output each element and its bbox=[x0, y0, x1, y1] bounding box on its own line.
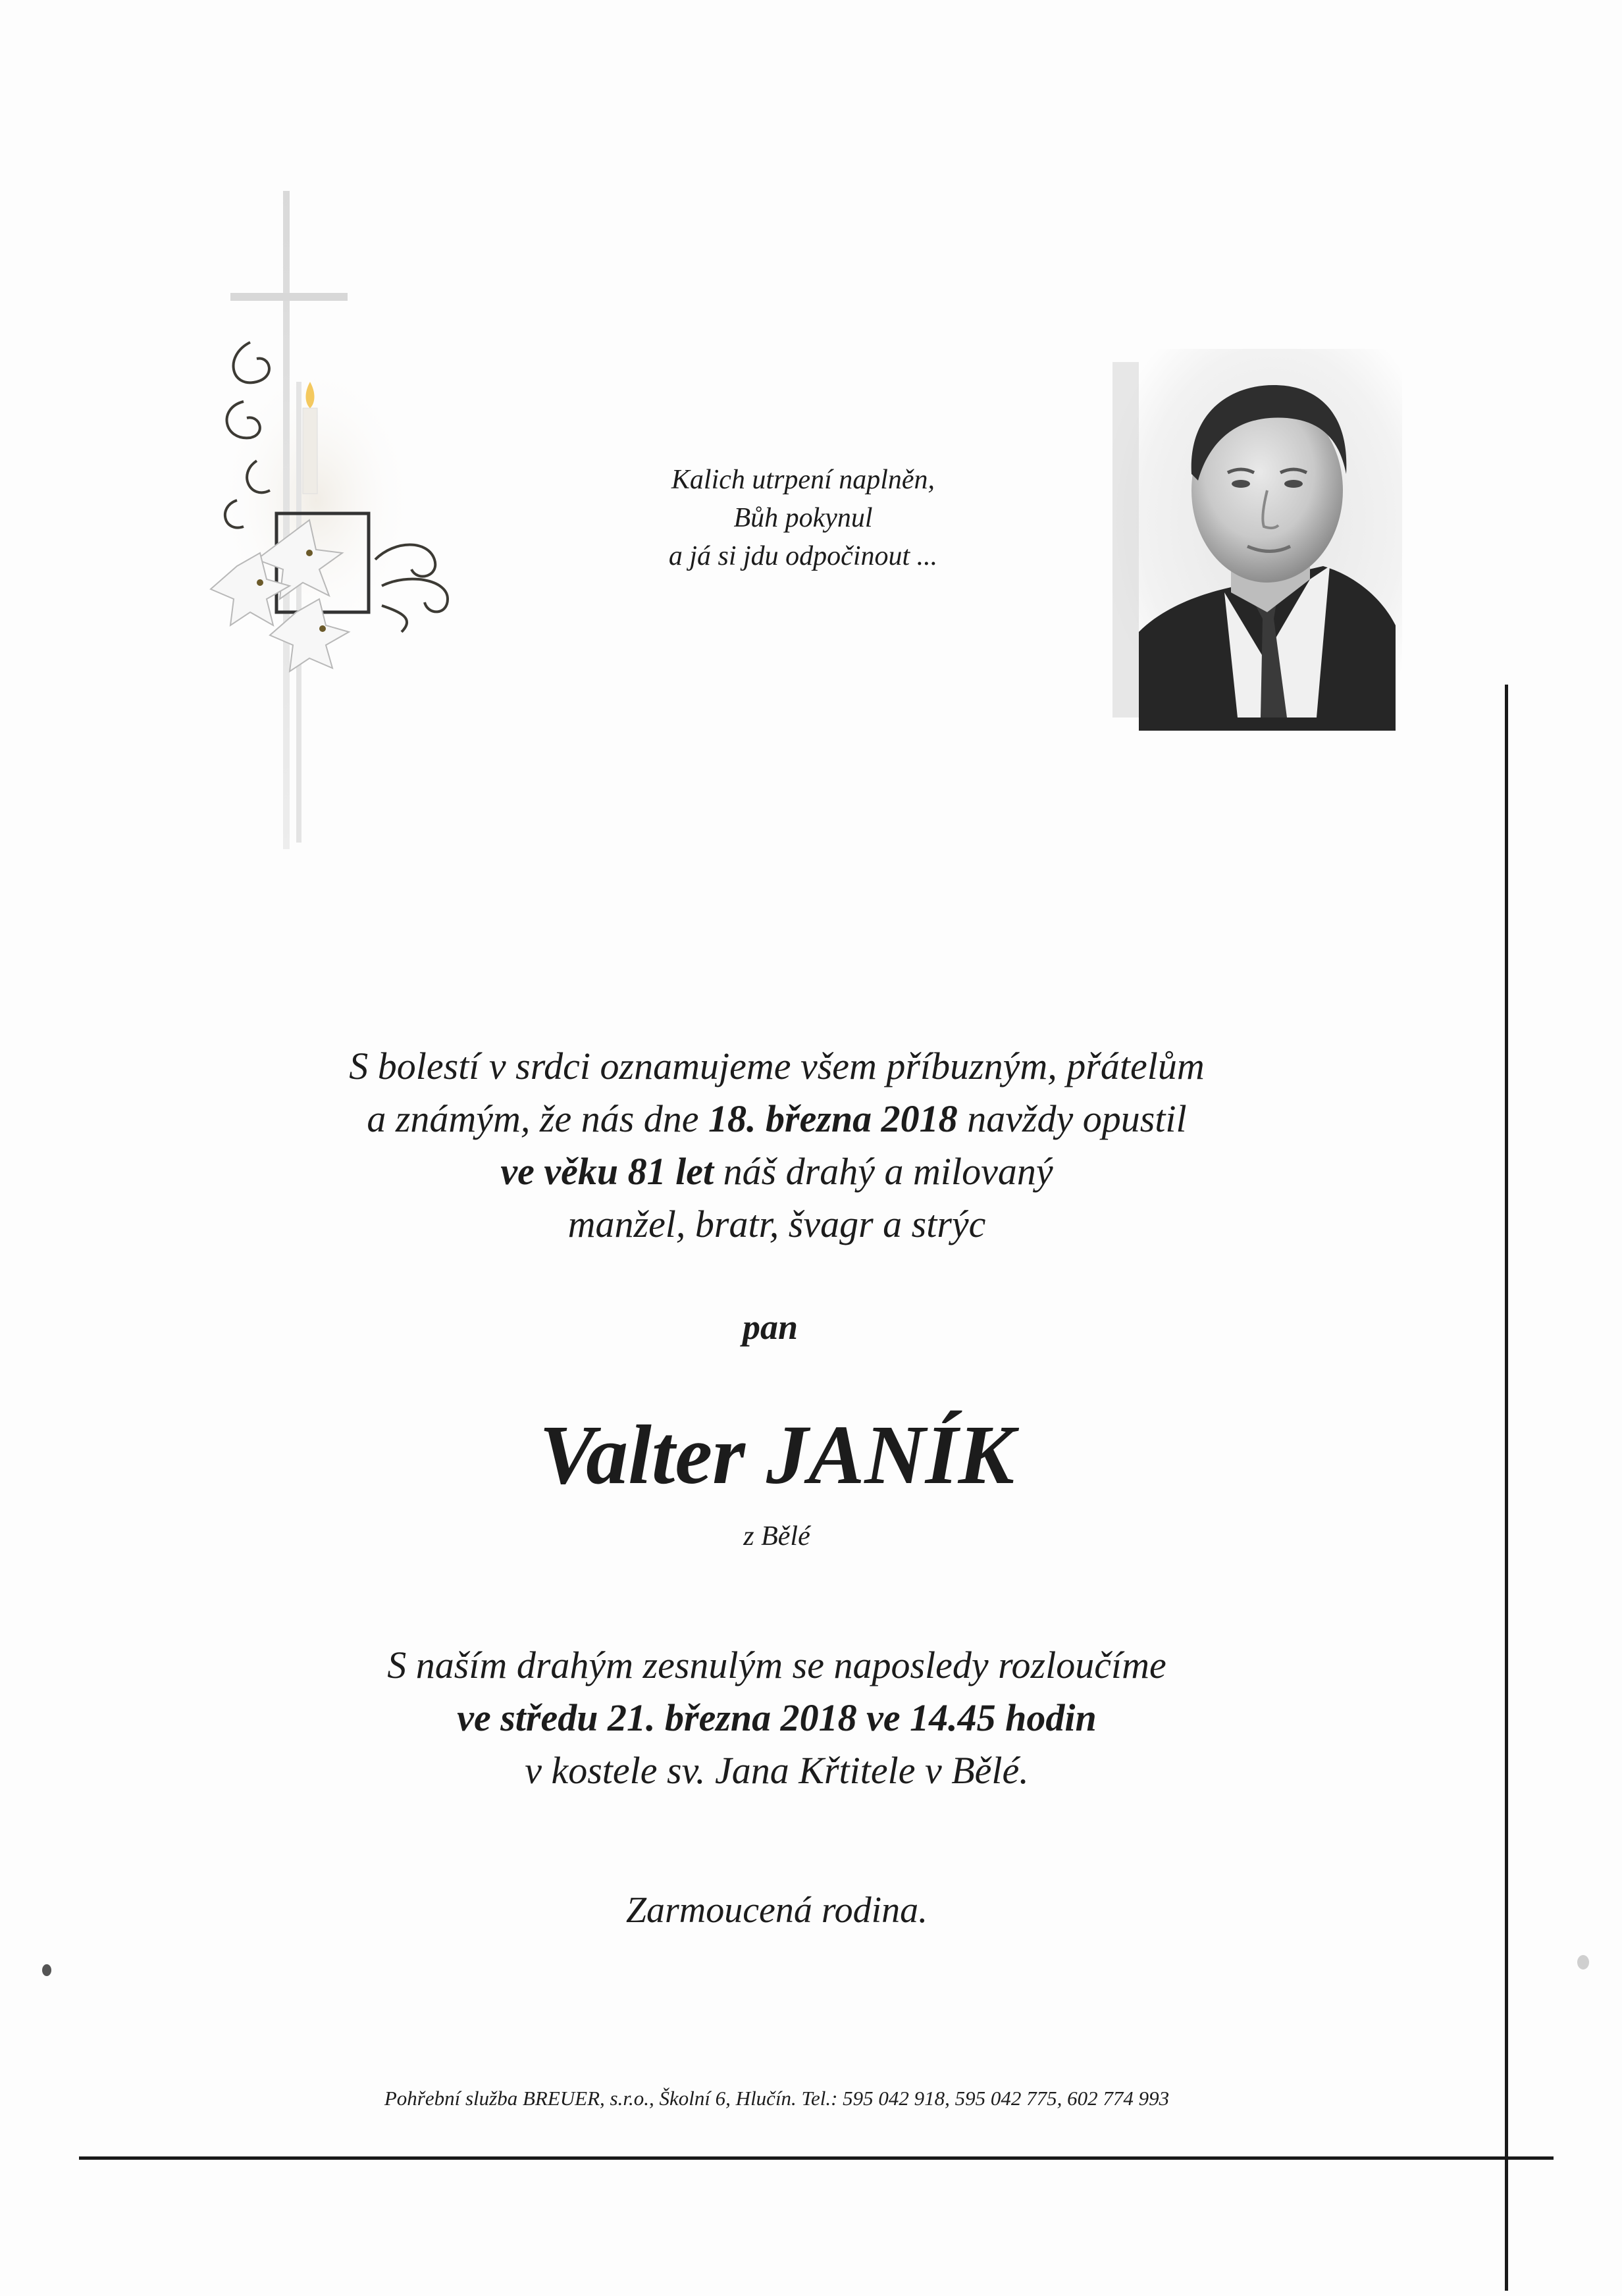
cross-candle-lily-icon bbox=[197, 184, 513, 856]
honorific-title: pan bbox=[742, 1307, 798, 1347]
quote-line-3: a já si jdu odpočinout ... bbox=[668, 541, 938, 571]
vertical-border-rule bbox=[1505, 685, 1508, 2291]
horizontal-border-rule bbox=[79, 2156, 1554, 2160]
scan-speck bbox=[42, 1964, 51, 1976]
memorial-quote bbox=[592, 461, 1014, 575]
announcement-line-3-post: náš drahý a milovaný bbox=[714, 1150, 1053, 1193]
portrait-photo bbox=[1112, 349, 1402, 731]
announcement-line-1: S bolestí v srdci oznamujeme všem příbuzným, přátelům bbox=[349, 1045, 1205, 1087]
announcement-text bbox=[197, 1040, 1356, 1251]
deceased-name: Valter JANÍK bbox=[539, 1408, 1014, 1501]
announcement-line-2-pre: a známým, že nás dne bbox=[367, 1097, 709, 1140]
farewell-line-1: S naším drahým zesnulým se naposledy rozloučíme bbox=[387, 1644, 1166, 1686]
announcement-line-3 bbox=[197, 1145, 1356, 1198]
deceased-origin: z Bělé bbox=[743, 1521, 810, 1552]
quote-line-2: Bůh pokynul bbox=[733, 503, 873, 533]
announcement-line-4: manžel, bratr, švagr a strýc bbox=[567, 1203, 986, 1245]
funeral-date-time: ve středu 21. března 2018 ve 14.45 hodin bbox=[457, 1696, 1097, 1739]
funeral-service-footer: Pohřební služba BREUER, s.r.o., Školní 6, Hlučín. Tel.: 595 042 918, 595 042 775, 602 774 993 bbox=[384, 2087, 1170, 2110]
funeral-location: v kostele sv. Jana Křtitele v Bělé. bbox=[525, 1749, 1029, 1792]
family-signature: Zarmoucená rodina. bbox=[625, 1890, 928, 1931]
farewell-text bbox=[197, 1639, 1356, 1797]
scan-speck bbox=[1577, 1955, 1589, 1970]
age-at-death: ve věku 81 let bbox=[500, 1150, 714, 1193]
quote-line-1: Kalich utrpení naplněn, bbox=[671, 465, 935, 495]
announcement-line-2-post: navždy opustil bbox=[957, 1097, 1187, 1140]
death-date: 18. března 2018 bbox=[708, 1097, 958, 1140]
announcement-line-2 bbox=[197, 1093, 1356, 1145]
